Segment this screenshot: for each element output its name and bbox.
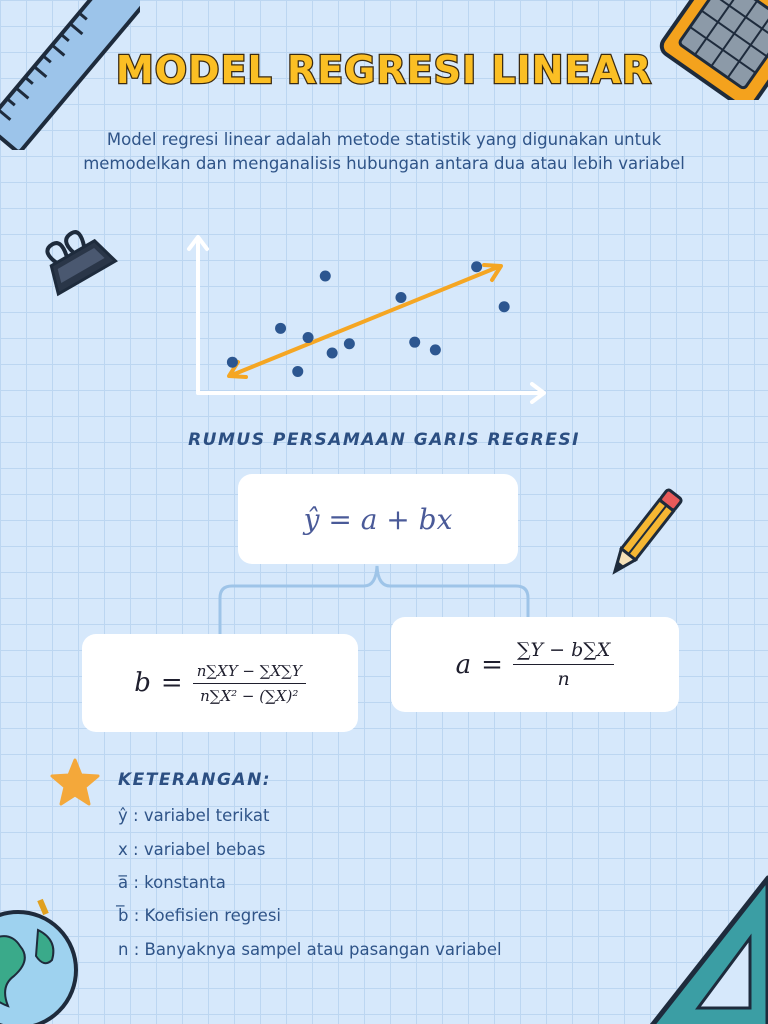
scatter-point	[471, 261, 482, 272]
formula-heading: RUMUS PERSAMAAN GARIS REGRESI	[188, 430, 580, 450]
scatter-point	[303, 332, 314, 343]
intercept-denominator: n	[557, 668, 570, 690]
slope-fraction	[193, 662, 306, 705]
set-square-icon	[640, 868, 768, 1024]
slope-numerator: n∑XY − ∑X∑Y	[193, 662, 306, 684]
legend-item-n: n : Banyaknya sampel atau pasangan variabel	[118, 940, 502, 959]
binder-clip-icon	[42, 228, 122, 298]
scatter-point	[499, 301, 510, 312]
intro-line-1: Model regresi linear adalah metode statistik yang digunakan untuk	[106, 130, 662, 149]
scatter-point	[344, 338, 355, 349]
scatter-point	[409, 337, 420, 348]
globe-icon	[0, 890, 90, 1024]
scatter-point	[227, 357, 238, 368]
intercept-formula-card	[391, 617, 679, 712]
legend-item-b: b̅ : Koefisien regresi	[118, 906, 281, 925]
page-title: MODEL REGRESI LINEAR	[115, 48, 653, 92]
slope-symbol: b	[134, 668, 151, 698]
legend-item-y: ŷ : variabel terikat	[118, 806, 270, 825]
legend-heading: KETERANGAN:	[118, 770, 272, 790]
scatter-point	[395, 292, 406, 303]
legend-item-a: a̅ : konstanta	[118, 873, 226, 892]
intercept-symbol: a	[455, 649, 472, 680]
equals-sign: =	[160, 668, 183, 698]
slope-formula-card	[82, 634, 358, 732]
intro-paragraph	[40, 128, 728, 176]
intro-line-2: memodelkan dan menganalisis hubungan antara dua atau lebih variabel	[83, 154, 685, 173]
scatter-point	[320, 270, 331, 281]
regression-equation: ŷ = a + bx	[303, 502, 453, 536]
legend-item-x: x : variabel bebas	[118, 840, 266, 859]
scatter-illustration	[180, 225, 560, 410]
pencil-icon	[600, 478, 690, 588]
scatter-point	[292, 366, 303, 377]
scatter-point	[327, 347, 338, 358]
intercept-numerator: ∑Y − b∑X	[513, 639, 614, 665]
intercept-fraction	[513, 639, 614, 690]
equals-sign: =	[481, 649, 503, 680]
star-icon	[48, 756, 102, 810]
slope-denominator: n∑X² − (∑X)²	[200, 686, 299, 705]
trend-line	[232, 267, 498, 375]
scatter-point	[275, 323, 286, 334]
regression-equation-card	[238, 474, 518, 564]
scatter-point	[430, 344, 441, 355]
